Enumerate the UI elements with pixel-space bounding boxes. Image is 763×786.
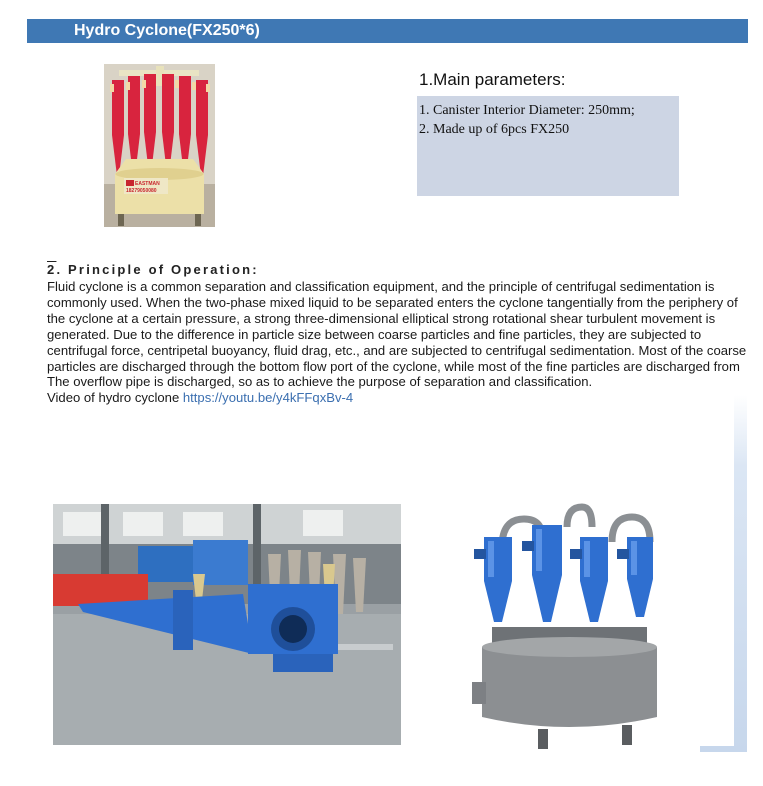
principle-heading (47, 262, 259, 277)
parameter-item: 1. Canister Interior Diameter: 250mm; (419, 103, 635, 118)
principle-number: 2 (47, 262, 57, 277)
red-cyclone-photo (104, 64, 215, 227)
principle-heading-text: . Principle of Operation: (56, 262, 259, 277)
principle-paragraph: Fluid cyclone is a common separation and classification equipment, and the principle of centrifugal sedimentation is commonly used. When the two-phase mixed liquid to be separated enters the cyclone tangentially from the periphery of the cyclone at a certain pressure, a strong three-dimensional elliptical strong rotational shear turbulent movement is generated. Due to the difference in particle size between coarse particles and fine particles, they are subjected to centrifugal force, centripetal buoyancy, fluid drag, etc., and are subjected to centrifugal sedimentation. Most of the coarse particles are discharged through the bottom flow port of the cyclone, while most of the fine particles are discharged from The overflow pipe is discharged, so as to achieve the purpose of separation and classification. (47, 279, 747, 390)
page-title: Hydro Cyclone(FX250*6) (27, 19, 748, 43)
video-link[interactable]: https://youtu.be/y4kFFqxBv-4 (182, 390, 354, 406)
main-parameters-box (417, 96, 679, 196)
side-accent-bar-bottom (700, 746, 747, 752)
eastman-logo-text: EASTMAN (135, 181, 160, 187)
video-label: Video of hydro cyclone (47, 390, 183, 406)
video-line (47, 390, 747, 406)
side-accent-bar (734, 395, 747, 751)
blue-cyclone-cluster-photo (462, 497, 677, 751)
phone-number-text: 18279050080 (126, 188, 157, 194)
main-parameters-heading: 1.Main parameters: (419, 70, 566, 89)
factory-cyclone-photo (53, 504, 401, 745)
principle-body (47, 279, 747, 406)
parameter-item: 2. Made up of 6pcs FX250 (419, 122, 570, 137)
